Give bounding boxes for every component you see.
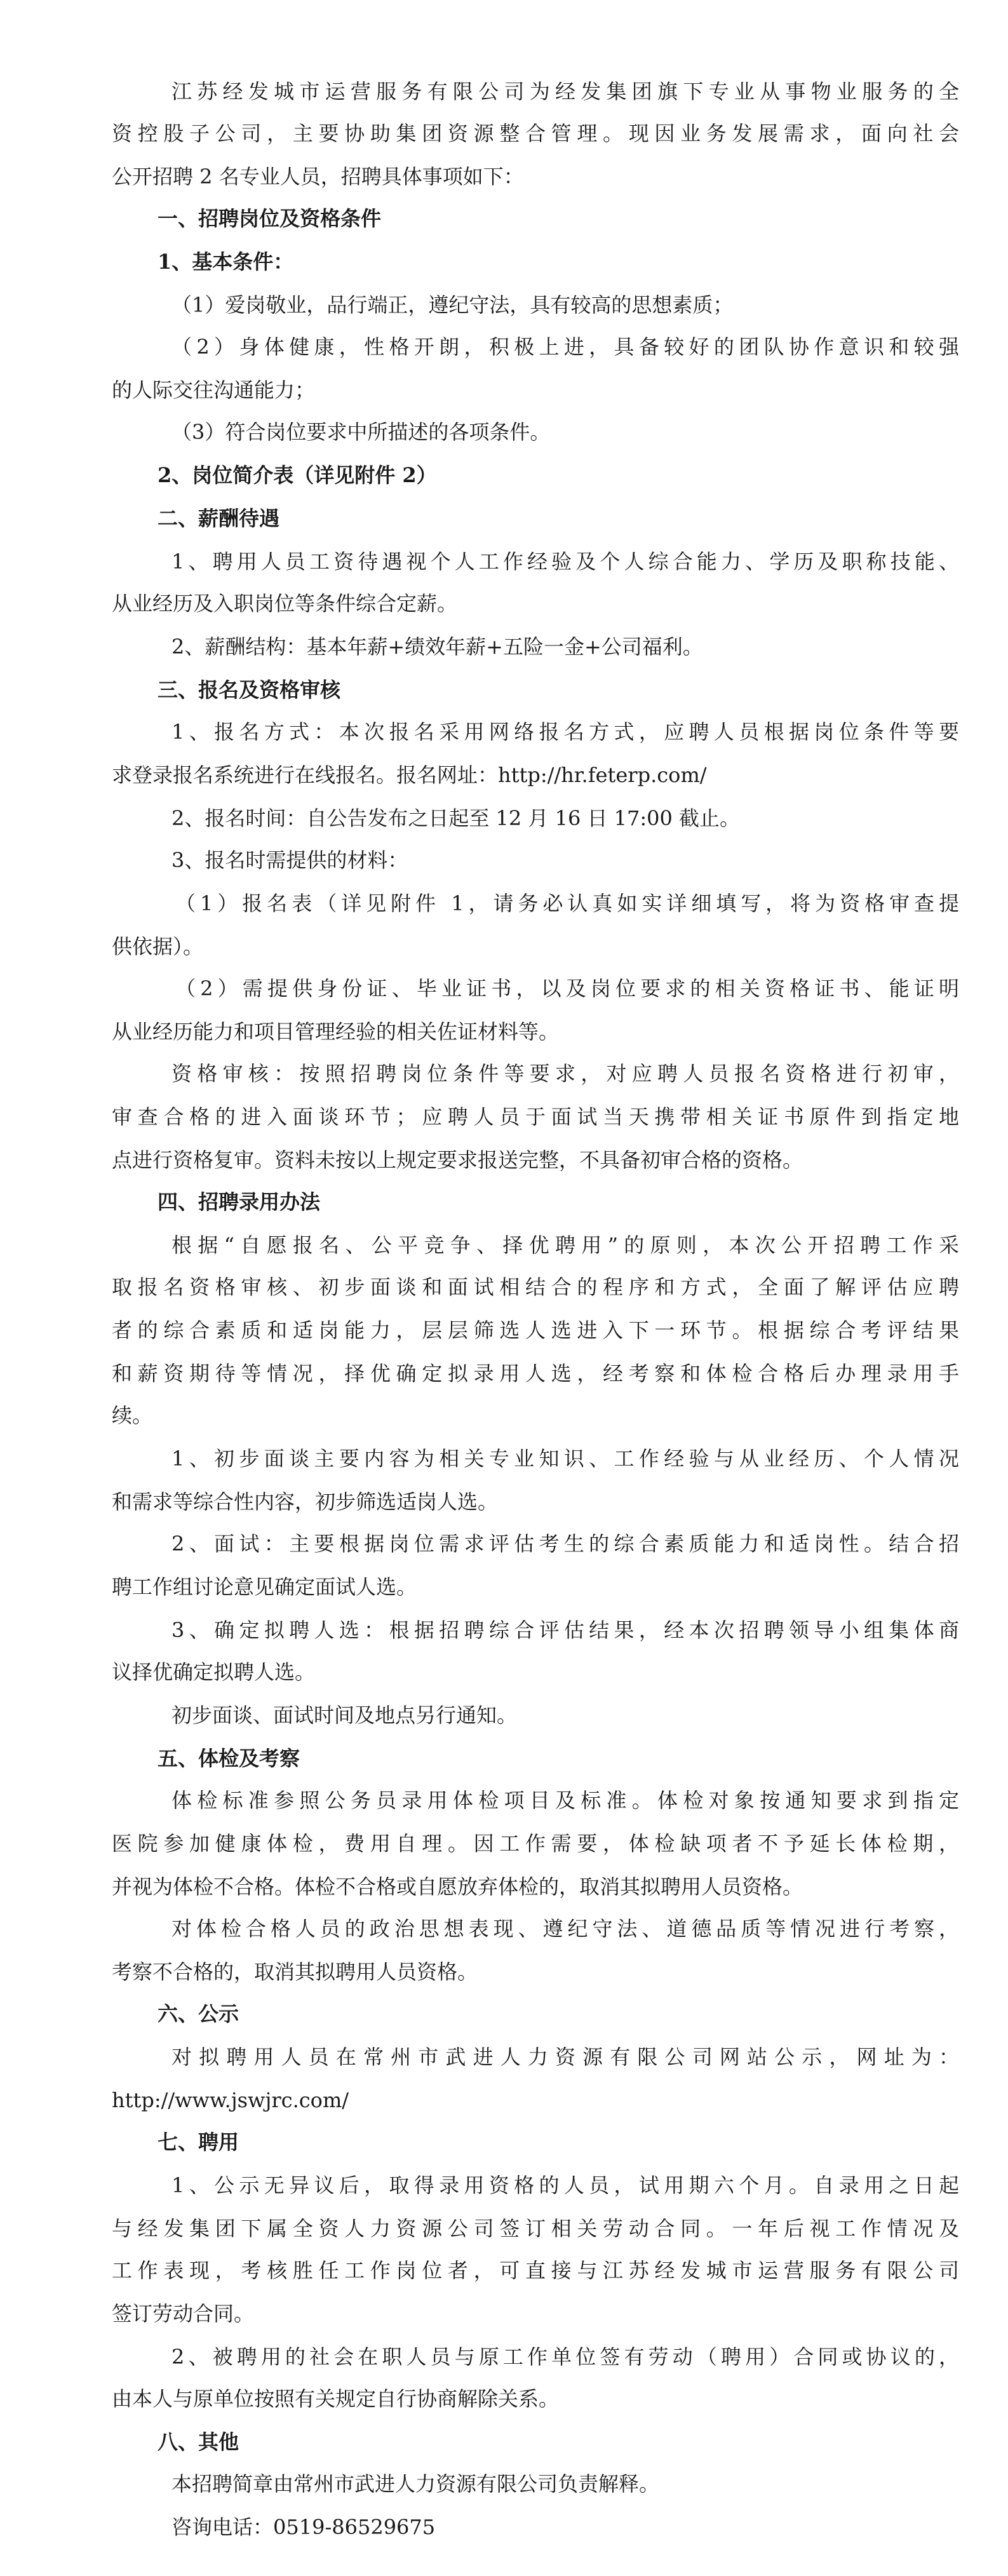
section-7-heading: 七、聘用: [158, 2130, 239, 2154]
principle-line-3: 者的综合素质和适岗能力，层层筛选人选进入下一环节。根据综合考评结果: [112, 1318, 959, 1342]
candidate-selection-line-2: 议择优确定拟聘人选。: [112, 1660, 316, 1684]
preliminary-interview-line-1: 1、初步面谈主要内容为相关专业知识、工作经验与从业经历、个人情况: [171, 1446, 959, 1471]
signup-materials: 3、报名时需提供的材料：: [171, 848, 408, 872]
salary-structure: 2、薪酬结构：基本年薪+绩效年薪+五险一金+公司福利。: [171, 635, 703, 659]
principle-line-4: 和薪资期待等情况，择优确定拟录用人选，经考察和体检合格后办理录用手: [112, 1361, 959, 1386]
material-2-line-1: （2）需提供身份证、毕业证书，以及岗位要求的相关资格证书、能证明: [175, 976, 959, 1001]
public-notice-line-1: 对拟聘用人员在常州市武进人力资源有限公司网站公示，网址为：: [171, 2045, 959, 2069]
section-1-heading: 一、招聘岗位及资格条件: [158, 206, 382, 231]
principle-line-2: 取报名资格审核、初步面谈和面试相结合的程序和方式，全面了解评估应聘: [112, 1275, 959, 1299]
condition-2-line-2: 的人际交往沟通能力；: [112, 378, 316, 402]
intro-line-3: 公开招聘 2 名专业人员，招聘具体事项如下：: [112, 165, 524, 189]
public-notice-url: http://www.jswjrc.com/: [112, 2088, 349, 2112]
schedule-notice: 初步面谈、面试时间及地点另行通知。: [171, 1703, 518, 1727]
material-1-line-2: 供依据）。: [112, 934, 204, 959]
medical-exam-line-2: 医院参加健康体检，费用自理。因工作需要，体检缺项者不予延长体检期，: [112, 1831, 959, 1856]
material-1-line-1: （1）报名表（详见附件 1，请务必认真如实详细填写，将为资格审查提: [175, 891, 959, 915]
section-5-heading: 五、体检及考察: [158, 1746, 300, 1770]
salary-p1-line-1: 1、聘用人员工资待遇视个人工作经验及个人综合能力、学历及职称技能、: [171, 550, 959, 574]
interview-line-2: 聘工作组讨论意见确定面试人选。: [112, 1575, 417, 1599]
qualification-review-line-1: 资格审核：按照招聘岗位条件等要求，对应聘人员报名资格进行初审，: [171, 1062, 959, 1086]
interview-line-1: 2、面试：主要根据岗位需求评估考生的综合素质能力和适岗性。结合招: [171, 1532, 959, 1556]
employment-p1-line-1: 1、公示无异议后，取得录用资格的人员，试用期六个月。自录用之日起: [171, 2173, 959, 2197]
material-2-line-2: 从业经历能力和项目管理经验的相关佐证材料等。: [112, 1020, 560, 1044]
section-2-heading: 二、薪酬待遇: [158, 506, 280, 530]
interpretation-note: 本招聘简章由常州市武进人力资源有限公司负责解释。: [171, 2472, 660, 2496]
condition-1: （1）爱岗敬业，品行端正，遵纪守法，具有较高的思想素质；: [171, 293, 734, 317]
inspection-line-1: 对体检合格人员的政治思想表现、遵纪守法、道德品质等情况进行考察，: [171, 1917, 959, 1941]
employment-p1-line-2: 与经发集团下属全资人力资源公司签订相关劳动合同。一年后视工作情况及: [112, 2216, 959, 2241]
principle-line-1: 根据“自愿报名、公平竞争、择优聘用”的原则，本次公开招聘工作采: [171, 1233, 959, 1257]
qualification-review-line-2: 审查合格的进入面谈环节；应聘人员于面试当天携带相关证书原件到指定地: [112, 1105, 959, 1129]
section-3-heading: 三、报名及资格审核: [158, 678, 341, 702]
signup-time: 2、报名时间：自公告发布之日起至 12 月 16 日 17:00 截止。: [171, 806, 741, 830]
employment-p1-line-3: 工作表现，考核胜任工作岗位者，可直接与江苏经发城市运营服务有限公司: [112, 2258, 959, 2283]
medical-exam-line-3: 并视为体检不合格。体检不合格或自愿放弃体检的，取消其拟聘用人员资格。: [112, 1875, 803, 1899]
candidate-selection-line-1: 3、确定拟聘人选：根据招聘综合评估结果，经本次招聘领导小组集体商: [171, 1618, 959, 1642]
section-8-heading: 八、其他: [158, 2430, 239, 2454]
preliminary-interview-line-2: 和需求等综合性内容，初步筛选适岗人选。: [112, 1490, 499, 1514]
employment-p2-line-1: 2、被聘用的社会在职人员与原工作单位签有劳动（聘用）合同或协议的，: [171, 2345, 959, 2369]
medical-exam-line-1: 体检标准参照公务员录用体检项目及标准。体检对象按通知要求到指定: [171, 1788, 959, 1812]
condition-3: （3）符合岗位要求中所描述的各项条件。: [171, 420, 551, 444]
condition-2-line-1: （2）身体健康，性格开朗，积极上进，具备较好的团队协作意识和较强: [171, 335, 959, 359]
employment-p1-line-4: 签订劳动合同。: [112, 2302, 255, 2326]
section-6-heading: 六、公示: [158, 2002, 239, 2026]
contact-phone: 咨询电话：0519-86529675: [171, 2515, 436, 2539]
employment-p2-line-2: 由本人与原单位按照有关规定自行协商解除关系。: [112, 2387, 560, 2411]
intro-line-2: 资控股子公司，主要协助集团资源整合管理。现因业务发展需求，面向社会: [112, 121, 959, 145]
salary-p1-line-2: 从业经历及入职岗位等条件综合定薪。: [112, 591, 458, 616]
qualification-review-line-3: 点进行资格复审。资料未按以上规定要求报送完整，不具备初审合格的资格。: [112, 1148, 803, 1172]
section-4-heading: 四、招聘录用办法: [158, 1190, 321, 1214]
section-1-basic-conditions: 1、基本条件：: [158, 250, 294, 274]
intro-line-1: 江苏经发城市运营服务有限公司为经发集团旗下专业从事物业服务的全: [171, 79, 959, 104]
principle-line-5: 续。: [112, 1403, 153, 1427]
inspection-line-2: 考察不合格的，取消其拟聘用人员资格。: [112, 1960, 478, 1984]
signup-method-line-2: 求登录报名系统进行在线报名。报名网址：http://hr.feterp.com/: [112, 763, 707, 787]
section-1-position-table: 2、岗位简介表（详见附件 2）: [158, 463, 437, 487]
signup-method-line-1: 1、报名方式：本次报名采用网络报名方式，应聘人员根据岗位条件等要: [171, 720, 959, 744]
